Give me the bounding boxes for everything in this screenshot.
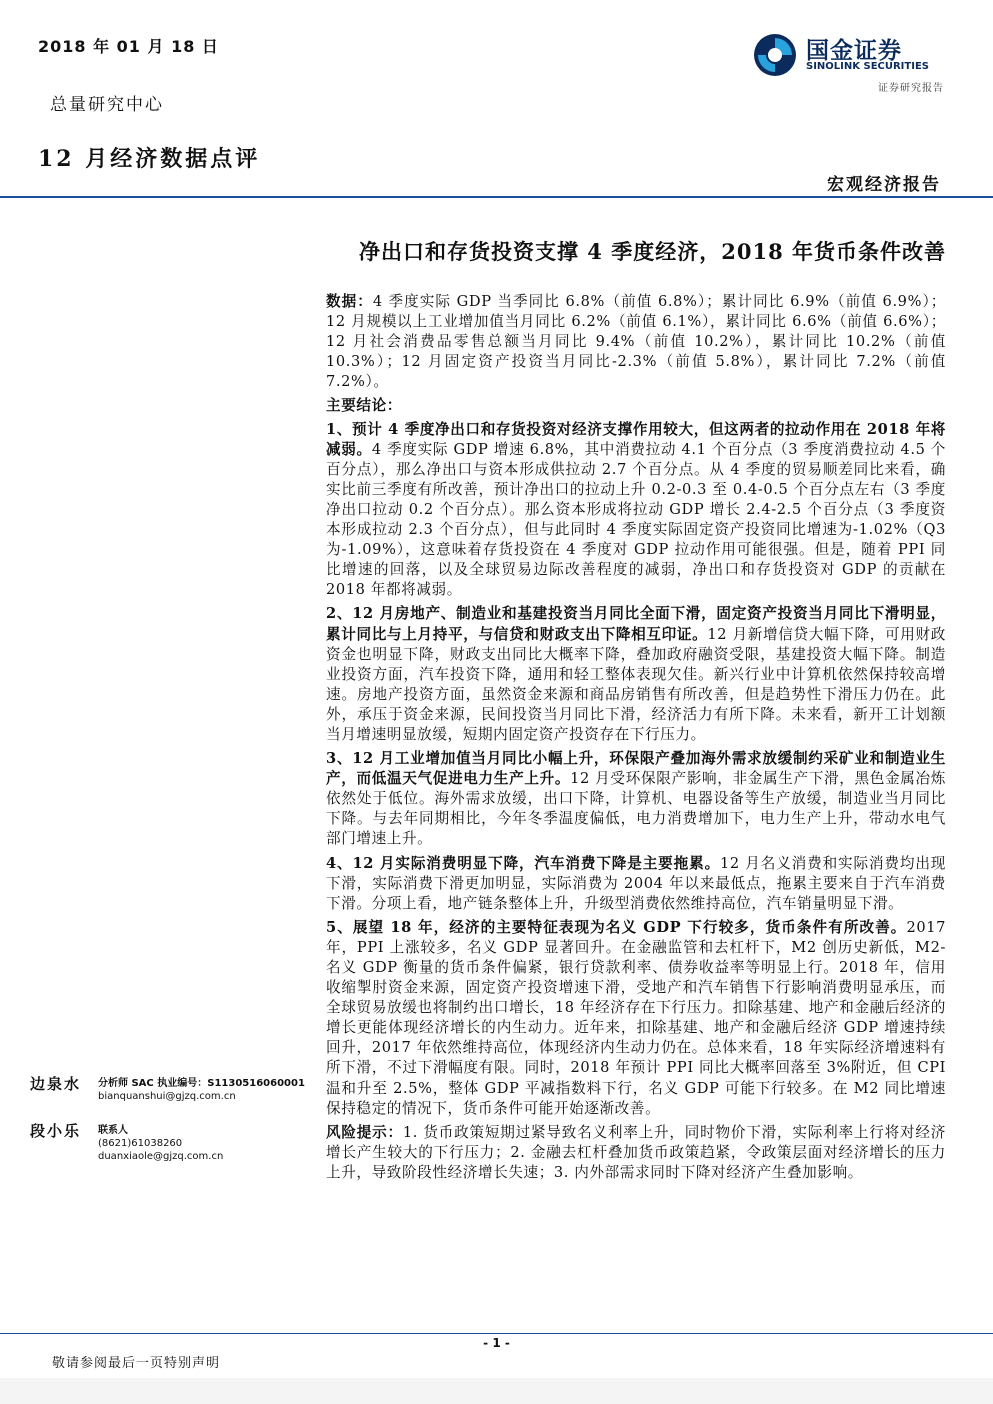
- contact-name: 段小乐: [30, 1122, 82, 1140]
- section-lead: 1、预计 4 季度净出口和存货投资对经济支撑作用较大，但这两者的拉动作用在 2018 年将减弱。: [326, 420, 946, 458]
- section-paragraph: [326, 918, 946, 1119]
- section-text: 2017 年，PPI 上涨较多，名义 GDP 显著回升。在金融监管和去杠杆下，M2 创历史新低，M2-名义 GDP 衡量的货币条件偏紧，银行贷款利率、债券收益率等明显上行。2018 年，信用收缩掣肘资金来源，固定资产投资增速下滑，受地产和汽车销售下行影响消费明显承压，而全球贸易放缓也将制约出口增长，18 年经济存在下行压力。扣除基建、地产和金融后经济的增长更能体现经济增长的内生动力。近年来，扣除基建、地产和金融后经济 GDP 增速持续回升，2017 年依然维持高位，体现经济内生动力仍在。总体来看，18 年实际经济增速料有所下滑，不过下滑幅度有限。同时，2018 年预计 PPI 同比大概率回落至 3%附近，但 CPI 温和升至 2.5%，整体 GDP 平减指数料下行，名义 GDP 可能下行较多。在 M2 同比增速保持稳定的情况下，货币条件可能开始逐渐改善。: [326, 918, 946, 1117]
- analyst-role: 分析师 SAC 执业编号：S1130516060001: [98, 1078, 305, 1089]
- section-paragraph: [326, 854, 946, 914]
- risk-paragraph: [326, 1123, 946, 1183]
- logo-english-name: SINOLINK SECURITIES: [806, 61, 929, 72]
- conclusions-heading: 主要结论：: [326, 397, 402, 415]
- data-label: 数据：: [326, 293, 373, 310]
- page-number: - 1 -: [483, 1336, 510, 1350]
- sinolink-logo-icon: [752, 32, 798, 78]
- logo-chinese-name: 国金证券: [806, 38, 902, 64]
- report-type: 宏观经济报告: [827, 175, 941, 195]
- contact-email[interactable]: duanxiaole@gjzq.com.cn: [98, 1151, 224, 1162]
- analyst-email[interactable]: bianquanshui@gjzq.com.cn: [98, 1091, 236, 1102]
- data-text: 4 季度实际 GDP 当季同比 6.8%（前值 6.8%）；累计同比 6.9%（前值 6.9%）；12 月规模以上工业增加值当月同比 6.2%（前值 6.1%），累计同比 6.6%（前值 6.6%）；12 月社会消费品零售总额当月同比 9.4%（前值 10.2%），累计同比 10.2%（前值 10.3%）；12 月固定资产投资当月同比-2.3%（前值 5.8%），累计同比 7.2%（前值 7.2%）。: [326, 293, 946, 391]
- disclaimer: 敬请参阅最后一页特别声明: [52, 1356, 221, 1371]
- data-paragraph: [326, 292, 946, 392]
- contact-phone: (8621)61038260: [98, 1138, 183, 1149]
- report-date: 2018 年 01 月 18 日: [38, 37, 219, 56]
- risk-text: 1. 货币政策短期过紧导致名义利率上升，同时物价下滑，实际利率上行将对经济增长产生较大的下行压力；2. 金融去杠杆叠加货币政策趋紧，令政策层面对经济增长的压力上升，导致阶段性经济增长失速；3. 内外部需求同时下降对经济产生叠加影响。: [326, 1123, 946, 1181]
- section-lead: 2、12 月房地产、制造业和基建投资当月同比全面下滑，固定资产投资当月同比下滑明显，累计同比与上月持平，与信贷和财政支出下降相互印证。: [326, 605, 946, 643]
- logo-subtitle: 证券研究报告: [878, 83, 944, 94]
- research-center: 总量研究中心: [50, 95, 164, 115]
- report-body: [326, 292, 946, 1187]
- section-lead: 3、12 月工业增加值当月同比小幅上升，环保限产叠加海外需求放缓制约采矿业和制造业生产，而低温天气促进电力生产上升。: [326, 750, 946, 788]
- section-paragraph: [326, 604, 946, 745]
- footer-divider: [0, 1333, 993, 1334]
- company-logo: [752, 28, 952, 100]
- bottom-bar: [0, 1378, 993, 1404]
- headline: 净出口和存货投资支撑 4 季度经济，2018 年货币条件改善: [359, 239, 946, 264]
- report-title: 12 月经济数据点评: [38, 146, 261, 172]
- risk-label: 风险提示：: [326, 1123, 403, 1141]
- section-paragraph: [326, 749, 946, 849]
- section-text: 4 季度实际 GDP 增速 6.8%，其中消费拉动 4.1 个百分点（3 季度消费拉动 4.5 个百分点），那么净出口与资本形成供拉动 2.7 个百分点。从 4 季度的贸易顺差同比来看，确实比前三季度有所改善，预计净出口的拉动上升 0.2-0.3 至 0.4-0.5 个百分点左右（3 季度净出口拉动 0.2 个百分点）。那么资本形成将拉动 GDP 增长 2.4-2.5 个百分点（3 季度资本形成拉动 2.3 个百分点），但与此同时 4 季度实际固定资产投资同比增速为-1.02%（Q3 为-1.09%），这意味着存货投资在 4 季度对 GDP 拉动作用可能很强。但是，随着 PPI 同比增速的回落，以及全球贸易边际改善程度的减弱，净出口和存货投资对 GDP 的贡献在 2018 年都将减弱。: [326, 440, 946, 599]
- analyst-info: [98, 1077, 305, 1103]
- contact-role: 联系人: [98, 1125, 128, 1136]
- section-lead: 5、展望 18 年，经济的主要特征表现为名义 GDP 下行较多，货币条件有所改善。: [326, 918, 907, 936]
- section-text: 12 月新增信贷大幅下降，可用财政资金也明显下降，财政支出同比大概率下降，叠加政府融资受限，基建投资大幅下降。制造业投资方面，汽车投资下降，通用和轻工整体表现欠佳。新兴行业中计算机依然保持较高增速。房地产投资方面，虽然资金来源和商品房销售有所改善，但是趋势性下滑压力仍在。此外，承压于资金来源，民间投资当月同比下滑，经济活力有所下降。未来看，新开工计划额当月增速明显放缓，短期内固定资产投资存在下行压力。: [326, 625, 946, 743]
- contact-info: [98, 1124, 223, 1163]
- analyst-name: 边泉水: [30, 1075, 82, 1093]
- header-divider: [0, 196, 993, 198]
- section-lead: 4、12 月实际消费明显下降，汽车消费下降是主要拖累。: [326, 854, 721, 872]
- section-text: 12 月名义消费和实际消费均出现下滑，实际消费下滑更加明显，实际消费为 2004 年以来最低点，拖累主要来自于汽车消费下滑。分项上看，地产链条整体上升，升级型消费依然维持高位，汽车销量明显下滑。: [326, 854, 947, 912]
- section-paragraph: [326, 420, 946, 601]
- section-text: 12 月受环保限产影响，非金属生产下滑，黑色金属冶炼依然处于低位。海外需求放缓，出口下降，计算机、电器设备等生产放缓，制造业当月同比下降。与去年同期相比，今年冬季温度偏低，电力消费增加下，电力生产上升，带动水电气部门增速上升。: [326, 770, 947, 848]
